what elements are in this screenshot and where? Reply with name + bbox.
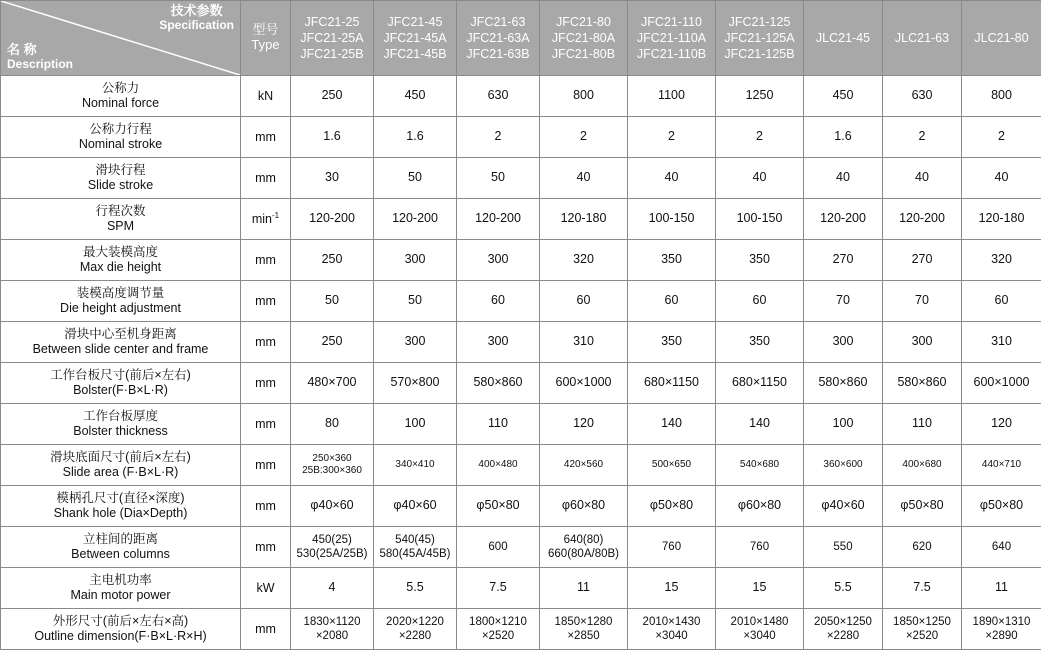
row-value-cell: 140 <box>716 404 804 445</box>
row-name-en: Main motor power <box>1 588 240 603</box>
row-name-cn: 滑块行程 <box>1 163 240 178</box>
row-value-cell: 630 <box>457 76 540 117</box>
table-row <box>1 445 1041 486</box>
header-type-cell <box>241 1 291 76</box>
row-value-cell: 120 <box>540 404 628 445</box>
row-value-cell: 350 <box>716 322 804 363</box>
header-model-1 <box>374 1 457 76</box>
row-name-cn: 装模高度调节量 <box>1 286 240 301</box>
value-line: 1850×1280 <box>540 615 627 629</box>
row-value-cell: 7.5 <box>457 568 540 609</box>
row-unit-cell: mm <box>241 117 291 158</box>
row-value-cell: 580×860 <box>883 363 962 404</box>
table-row <box>1 158 1041 199</box>
row-value-cell: 120-200 <box>374 199 457 240</box>
row-value-cell: 250 <box>291 240 374 281</box>
row-name-cell <box>1 117 241 158</box>
row-value-cell: 320 <box>962 240 1041 281</box>
row-value-cell: 450 <box>374 76 457 117</box>
row-name-en: Die height adjustment <box>1 301 240 316</box>
table-row <box>1 240 1041 281</box>
row-name-cell <box>1 404 241 445</box>
row-name-cn: 外形尺寸(前后×左右×高) <box>1 614 240 629</box>
row-value-cell <box>716 609 804 650</box>
row-value-cell: 250 <box>291 76 374 117</box>
row-value-cell: 120 <box>962 404 1041 445</box>
row-name-en: Bolster(F·B×L·R) <box>1 383 240 398</box>
header-model-3 <box>540 1 628 76</box>
row-name-cell <box>1 363 241 404</box>
table-row <box>1 568 1041 609</box>
table-row <box>1 363 1041 404</box>
table-body <box>1 76 1041 650</box>
row-value-cell: 300 <box>804 322 883 363</box>
row-value-cell: 50 <box>291 281 374 322</box>
row-value-cell: 120-200 <box>457 199 540 240</box>
value-line: 2020×1220 <box>374 615 456 629</box>
value-line: 640(80) <box>540 533 627 547</box>
row-value-cell: 140 <box>628 404 716 445</box>
row-name-cell <box>1 445 241 486</box>
table-row <box>1 117 1041 158</box>
model-line: JLC21-45 <box>804 30 882 46</box>
row-value-cell: 40 <box>962 158 1041 199</box>
row-value-cell: 360×600 <box>804 445 883 486</box>
row-value-cell: 300 <box>374 322 457 363</box>
row-value-cell <box>804 609 883 650</box>
row-value-cell: φ40×60 <box>804 486 883 527</box>
model-line: JFC21-63 <box>457 14 539 30</box>
row-value-cell: 15 <box>628 568 716 609</box>
row-value-cell: 680×1150 <box>628 363 716 404</box>
row-value-cell: 120-200 <box>883 199 962 240</box>
row-value-cell: 600×1000 <box>962 363 1041 404</box>
row-value-cell <box>457 609 540 650</box>
row-value-cell: 5.5 <box>804 568 883 609</box>
row-unit-cell: mm <box>241 486 291 527</box>
value-line: 530(25A/25B) <box>291 547 373 561</box>
row-name-cell <box>1 281 241 322</box>
row-value-cell <box>883 609 962 650</box>
model-line: JFC21-80A <box>540 30 627 46</box>
row-name-en: Nominal force <box>1 96 240 111</box>
row-unit-cell: mm <box>241 322 291 363</box>
row-value-cell: 800 <box>962 76 1041 117</box>
row-name-cn: 滑块底面尺寸(前后×左右) <box>1 450 240 465</box>
row-value-cell: 350 <box>628 240 716 281</box>
row-value-cell: 680×1150 <box>716 363 804 404</box>
row-value-cell <box>291 527 374 568</box>
row-value-cell: 120-180 <box>962 199 1041 240</box>
row-value-cell: 110 <box>883 404 962 445</box>
row-value-cell: 60 <box>628 281 716 322</box>
header-description-label <box>7 43 73 72</box>
row-value-cell: 50 <box>374 158 457 199</box>
table-row <box>1 281 1041 322</box>
value-line: ×2890 <box>962 629 1041 643</box>
row-value-cell: φ40×60 <box>291 486 374 527</box>
table-row <box>1 322 1041 363</box>
row-value-cell: 1100 <box>628 76 716 117</box>
row-value-cell: 400×680 <box>883 445 962 486</box>
row-name-cell <box>1 568 241 609</box>
row-value-cell: 310 <box>962 322 1041 363</box>
row-value-cell: 580×860 <box>457 363 540 404</box>
row-value-cell: 350 <box>716 240 804 281</box>
model-line: JLC21-80 <box>962 30 1041 46</box>
row-unit-cell: mm <box>241 363 291 404</box>
row-name-en: Shank hole (Dia×Depth) <box>1 506 240 521</box>
value-line: 2010×1480 <box>716 615 803 629</box>
row-value-cell: 120-180 <box>540 199 628 240</box>
value-line: 580(45A/45B) <box>374 547 456 561</box>
row-value-cell: 40 <box>883 158 962 199</box>
value-line: 1890×1310 <box>962 615 1041 629</box>
row-name-en: Outline dimension(F·B×L·R×H) <box>1 629 240 644</box>
row-value-cell: 1.6 <box>291 117 374 158</box>
table-header <box>1 1 1041 76</box>
row-value-cell: 11 <box>962 568 1041 609</box>
row-value-cell <box>374 527 457 568</box>
value-line: ×2520 <box>883 629 961 643</box>
row-value-cell <box>628 609 716 650</box>
value-line: ×2080 <box>291 629 373 643</box>
row-name-en: Slide stroke <box>1 178 240 193</box>
header-model-7 <box>883 1 962 76</box>
row-value-cell: 600×1000 <box>540 363 628 404</box>
row-value-cell: 50 <box>457 158 540 199</box>
model-line: JFC21-110B <box>628 46 715 62</box>
model-line: JFC21-45A <box>374 30 456 46</box>
row-name-cn: 主电机功率 <box>1 573 240 588</box>
row-value-cell: 340×410 <box>374 445 457 486</box>
header-type-cn: 型号 <box>241 23 290 38</box>
row-name-cell <box>1 322 241 363</box>
header-specification-en: Specification <box>159 19 234 33</box>
row-name-cn: 工作台板厚度 <box>1 409 240 424</box>
row-value-cell: 440×710 <box>962 445 1041 486</box>
row-value-cell: 620 <box>883 527 962 568</box>
row-value-cell: 420×560 <box>540 445 628 486</box>
row-name-cn: 工作台板尺寸(前后×左右) <box>1 368 240 383</box>
unit-base: min <box>252 213 272 227</box>
row-value-cell: 30 <box>291 158 374 199</box>
row-value-cell: φ50×80 <box>628 486 716 527</box>
row-unit-cell: kW <box>241 568 291 609</box>
row-value-cell: 60 <box>716 281 804 322</box>
row-value-cell: φ60×80 <box>716 486 804 527</box>
table-row <box>1 486 1041 527</box>
header-model-8 <box>962 1 1041 76</box>
model-line: JFC21-125 <box>716 14 803 30</box>
row-value-cell: 2 <box>716 117 804 158</box>
row-name-cn: 行程次数 <box>1 204 240 219</box>
row-value-cell: 640 <box>962 527 1041 568</box>
row-value-cell: 100-150 <box>628 199 716 240</box>
model-line: JFC21-125A <box>716 30 803 46</box>
model-line: JFC21-80B <box>540 46 627 62</box>
row-value-cell: 100 <box>804 404 883 445</box>
row-value-cell: 40 <box>540 158 628 199</box>
row-value-cell: φ50×80 <box>457 486 540 527</box>
row-value-cell: 2 <box>540 117 628 158</box>
row-unit-cell: kN <box>241 76 291 117</box>
row-name-en: Max die height <box>1 260 240 275</box>
row-name-cell <box>1 240 241 281</box>
row-name-cn: 公称力行程 <box>1 122 240 137</box>
header-model-5 <box>716 1 804 76</box>
row-value-cell: 40 <box>716 158 804 199</box>
model-line: JLC21-63 <box>883 30 961 46</box>
row-value-cell <box>540 609 628 650</box>
model-line: JFC21-80 <box>540 14 627 30</box>
row-name-cn: 立柱间的距离 <box>1 532 240 547</box>
row-value-cell: 600 <box>457 527 540 568</box>
row-value-cell: 250 <box>291 322 374 363</box>
row-value-cell: 50 <box>374 281 457 322</box>
row-value-cell: 300 <box>457 240 540 281</box>
row-value-cell: 40 <box>628 158 716 199</box>
row-name-cell <box>1 527 241 568</box>
model-line: JFC21-25 <box>291 14 373 30</box>
value-line: ×3040 <box>716 629 803 643</box>
row-value-cell: 70 <box>804 281 883 322</box>
value-line: 1800×1210 <box>457 615 539 629</box>
row-value-cell: 2 <box>457 117 540 158</box>
row-value-cell <box>291 445 374 486</box>
row-value-cell: 760 <box>628 527 716 568</box>
row-value-cell: 1.6 <box>804 117 883 158</box>
row-name-cn: 模柄孔尺寸(直径×深度) <box>1 491 240 506</box>
row-unit-cell <box>241 199 291 240</box>
value-line: 250×360 <box>291 453 373 465</box>
row-name-en: SPM <box>1 219 240 234</box>
row-name-cell <box>1 158 241 199</box>
value-line: ×2280 <box>804 629 882 643</box>
unit-exponent: -1 <box>272 211 279 220</box>
value-line: 25B:300×360 <box>291 465 373 477</box>
row-unit-cell: mm <box>241 527 291 568</box>
row-value-cell <box>540 527 628 568</box>
value-line: ×2850 <box>540 629 627 643</box>
row-value-cell: 270 <box>883 240 962 281</box>
row-unit-cell: mm <box>241 281 291 322</box>
value-line: 1850×1250 <box>883 615 961 629</box>
row-name-cell <box>1 199 241 240</box>
model-line: JFC21-25B <box>291 46 373 62</box>
value-line: ×3040 <box>628 629 715 643</box>
header-description-en: Description <box>7 58 73 72</box>
row-value-cell: 2 <box>962 117 1041 158</box>
row-value-cell: 1250 <box>716 76 804 117</box>
row-unit-cell: mm <box>241 445 291 486</box>
row-name-en: Between slide center and frame <box>1 342 240 357</box>
row-value-cell: 60 <box>962 281 1041 322</box>
row-value-cell: 540×680 <box>716 445 804 486</box>
row-unit-cell: mm <box>241 158 291 199</box>
row-name-cell <box>1 76 241 117</box>
row-value-cell: 11 <box>540 568 628 609</box>
row-value-cell: 760 <box>716 527 804 568</box>
row-unit-cell: mm <box>241 240 291 281</box>
row-value-cell: 300 <box>457 322 540 363</box>
row-value-cell: 270 <box>804 240 883 281</box>
row-value-cell: 110 <box>457 404 540 445</box>
value-line: ×2520 <box>457 629 539 643</box>
row-value-cell: 300 <box>374 240 457 281</box>
row-value-cell: 450 <box>804 76 883 117</box>
model-line: JFC21-110A <box>628 30 715 46</box>
model-line: JFC21-125B <box>716 46 803 62</box>
header-specification-label <box>159 4 234 33</box>
row-value-cell: 2 <box>628 117 716 158</box>
row-value-cell: φ50×80 <box>962 486 1041 527</box>
row-value-cell: φ50×80 <box>883 486 962 527</box>
model-line: JFC21-63B <box>457 46 539 62</box>
row-value-cell: 300 <box>883 322 962 363</box>
row-name-cell <box>1 486 241 527</box>
row-name-cell <box>1 609 241 650</box>
value-line: 540(45) <box>374 533 456 547</box>
row-value-cell <box>291 609 374 650</box>
row-unit-cell: mm <box>241 404 291 445</box>
row-value-cell: 2 <box>883 117 962 158</box>
row-value-cell <box>374 609 457 650</box>
row-value-cell: 1.6 <box>374 117 457 158</box>
row-value-cell: 350 <box>628 322 716 363</box>
model-line: JFC21-25A <box>291 30 373 46</box>
header-model-0 <box>291 1 374 76</box>
row-value-cell: 4 <box>291 568 374 609</box>
row-name-cn: 滑块中心至机身距离 <box>1 327 240 342</box>
header-specification-cn: 技术参数 <box>159 4 234 19</box>
header-description-cn: 名 称 <box>7 43 73 58</box>
row-value-cell: 800 <box>540 76 628 117</box>
header-row <box>1 1 1041 76</box>
table-row <box>1 199 1041 240</box>
row-value-cell: 580×860 <box>804 363 883 404</box>
row-value-cell: 60 <box>457 281 540 322</box>
value-line: 660(80A/80B) <box>540 547 627 561</box>
row-value-cell: 70 <box>883 281 962 322</box>
model-line: JFC21-45 <box>374 14 456 30</box>
row-value-cell: 15 <box>716 568 804 609</box>
header-model-6 <box>804 1 883 76</box>
value-line: 450(25) <box>291 533 373 547</box>
row-value-cell: 7.5 <box>883 568 962 609</box>
row-value-cell: 570×800 <box>374 363 457 404</box>
value-line: 2050×1250 <box>804 615 882 629</box>
row-value-cell: 80 <box>291 404 374 445</box>
header-type-en: Type <box>241 38 290 53</box>
table-row <box>1 527 1041 568</box>
row-name-en: Bolster thickness <box>1 424 240 439</box>
row-value-cell: φ60×80 <box>540 486 628 527</box>
row-value-cell: 60 <box>540 281 628 322</box>
header-model-4 <box>628 1 716 76</box>
header-model-2 <box>457 1 540 76</box>
row-value-cell <box>962 609 1041 650</box>
row-value-cell: 40 <box>804 158 883 199</box>
value-line: ×2280 <box>374 629 456 643</box>
row-name-en: Between columns <box>1 547 240 562</box>
row-value-cell: 100-150 <box>716 199 804 240</box>
row-value-cell: 100 <box>374 404 457 445</box>
model-line: JFC21-110 <box>628 14 715 30</box>
row-value-cell: 320 <box>540 240 628 281</box>
value-line: 2010×1430 <box>628 615 715 629</box>
row-value-cell: 400×480 <box>457 445 540 486</box>
row-value-cell: 550 <box>804 527 883 568</box>
table-row <box>1 404 1041 445</box>
header-corner-cell <box>1 1 241 76</box>
value-line: 1830×1120 <box>291 615 373 629</box>
row-value-cell: 120-200 <box>291 199 374 240</box>
row-name-cn: 最大装模高度 <box>1 245 240 260</box>
table-row <box>1 76 1041 117</box>
row-value-cell: 630 <box>883 76 962 117</box>
row-name-cn: 公称力 <box>1 81 240 96</box>
row-value-cell: 120-200 <box>804 199 883 240</box>
model-line: JFC21-63A <box>457 30 539 46</box>
row-name-en: Nominal stroke <box>1 137 240 152</box>
row-value-cell: 5.5 <box>374 568 457 609</box>
model-line: JFC21-45B <box>374 46 456 62</box>
row-value-cell: φ40×60 <box>374 486 457 527</box>
row-name-en: Slide area (F·B×L·R) <box>1 465 240 480</box>
table-row <box>1 609 1041 650</box>
row-value-cell: 310 <box>540 322 628 363</box>
row-value-cell: 500×650 <box>628 445 716 486</box>
row-unit-cell: mm <box>241 609 291 650</box>
row-value-cell: 480×700 <box>291 363 374 404</box>
